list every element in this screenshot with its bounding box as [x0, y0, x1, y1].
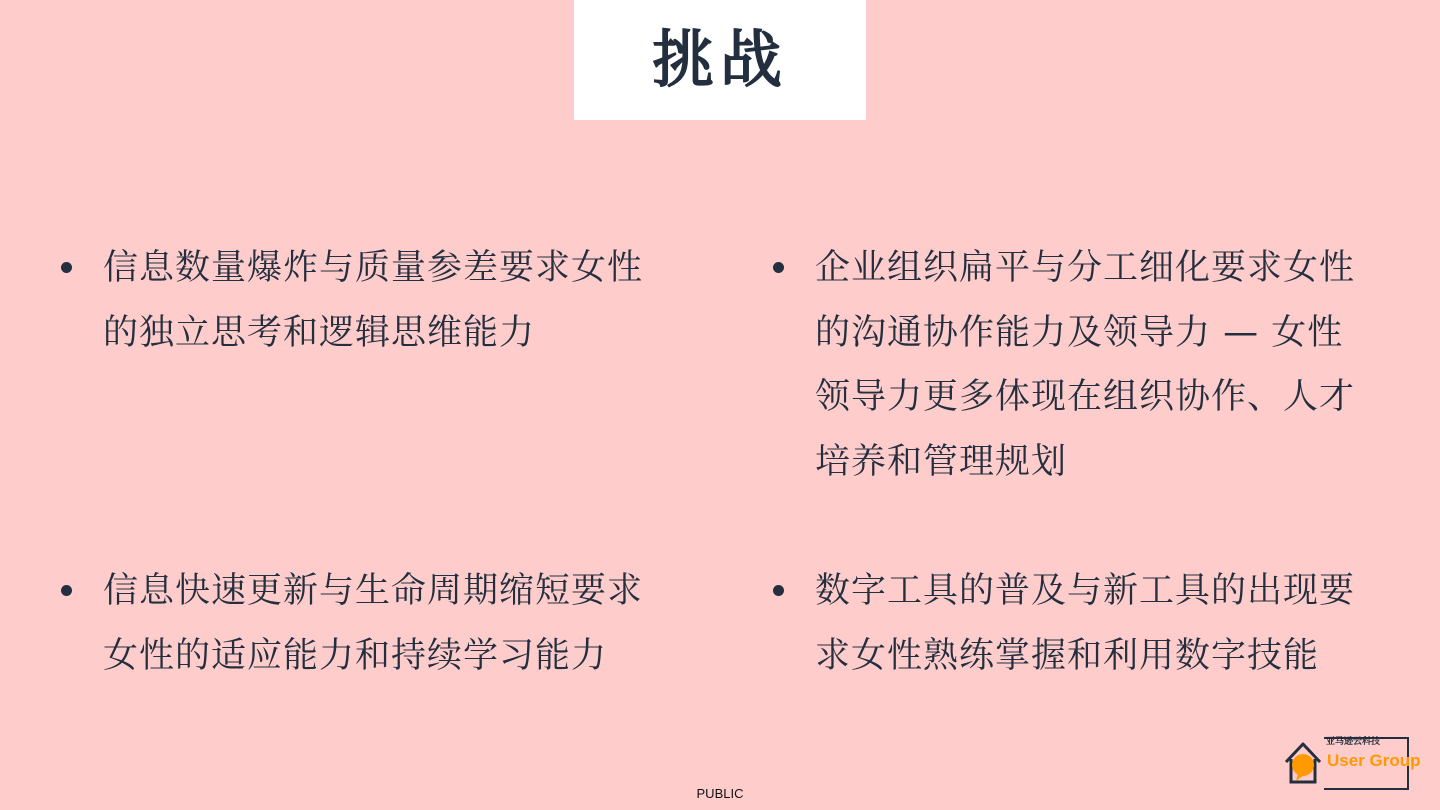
bullet-text: 数字工具的普及与新工具的出现要求女性熟练掌握和利用数字技能 [815, 571, 1356, 676]
bullet-dot [773, 262, 784, 273]
bullet-dot [61, 585, 72, 596]
user-group-logo [1284, 732, 1430, 794]
page-title: 挑战 [651, 23, 788, 96]
bullet-text: 信息快速更新与生命周期缩短要求女性的适应能力和持续学习能力 [103, 571, 644, 676]
bullet-text: 信息数量爆炸与质量参差要求女性的独立思考和逻辑思维能力 [103, 248, 644, 353]
footer-classification: PUBLIC [696, 786, 744, 801]
title-box [574, 0, 866, 120]
bullet-text: 企业组织扁平与分工细化要求女性的沟通协作能力及领导力 — 女性领导力更多体现在组织协作、人才培养和管理规划 [815, 248, 1356, 482]
bullet-dot [61, 262, 72, 273]
logo-cn-text: 亚马逊云科技 [1326, 737, 1381, 747]
logo-en-text: User Group [1327, 751, 1421, 770]
bullet-dot [773, 585, 784, 596]
